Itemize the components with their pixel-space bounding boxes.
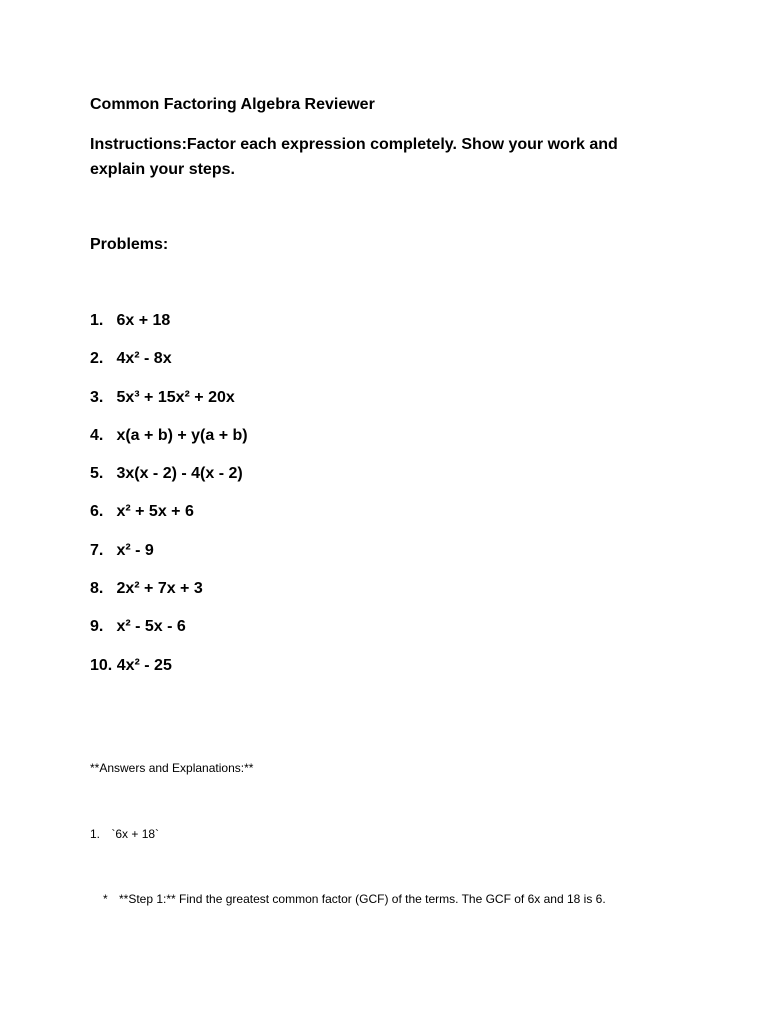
problem-item [90,425,248,463]
answer-number: 1. [90,827,101,841]
problem-item [90,578,248,616]
problem-number: 7. [90,541,104,559]
problem-expression: x² - 5x - 6 [116,618,186,636]
problem-number: 8. [90,580,104,598]
problem-expression: 2x² + 7x + 3 [116,580,203,598]
problem-list [90,310,248,693]
problem-number: 2. [90,350,104,368]
problem-number: 6. [90,503,104,521]
problem-expression: 3x(x - 2) - 4(x - 2) [116,465,243,483]
problem-item [90,387,248,425]
problem-expression: 5x³ + 15x² + 20x [116,388,235,406]
problem-item [90,655,248,693]
document-title: Common Factoring Algebra Reviewer [90,96,375,113]
step-text: **Step 1:** Find the greatest common factor (GCF) of the terms. The GCF of 6x and 18 is 6. [119,892,606,906]
answer-expression: `6x + 18` [111,827,160,841]
problem-number: 10. [90,656,113,674]
problem-item [90,348,248,386]
instructions-text: Instructions:Factor each expression completely. Show your work and explain your steps. [90,136,618,178]
problem-item [90,616,248,654]
problem-expression: 4x² - 8x [116,350,172,368]
problem-expression: 6x + 18 [116,312,171,329]
problem-number: 3. [90,388,104,406]
problem-item [90,310,248,348]
problem-number: 1. [90,312,104,329]
problem-item [90,463,248,501]
answer-step [103,891,606,907]
problem-number: 5. [90,465,104,483]
problem-expression: x(a + b) + y(a + b) [116,426,248,444]
problem-expression: x² + 5x + 6 [116,503,194,521]
problem-number: 9. [90,618,104,636]
problem-item [90,540,248,578]
answer-item [90,826,159,842]
problem-number: 4. [90,426,104,444]
problem-expression: 4x² - 25 [116,656,172,674]
problem-item [90,501,248,539]
problems-heading: Problems: [90,236,169,253]
bullet-marker: * [103,892,108,906]
answers-heading: **Answers and Explanations:** [90,761,254,775]
problem-expression: x² - 9 [116,541,154,559]
